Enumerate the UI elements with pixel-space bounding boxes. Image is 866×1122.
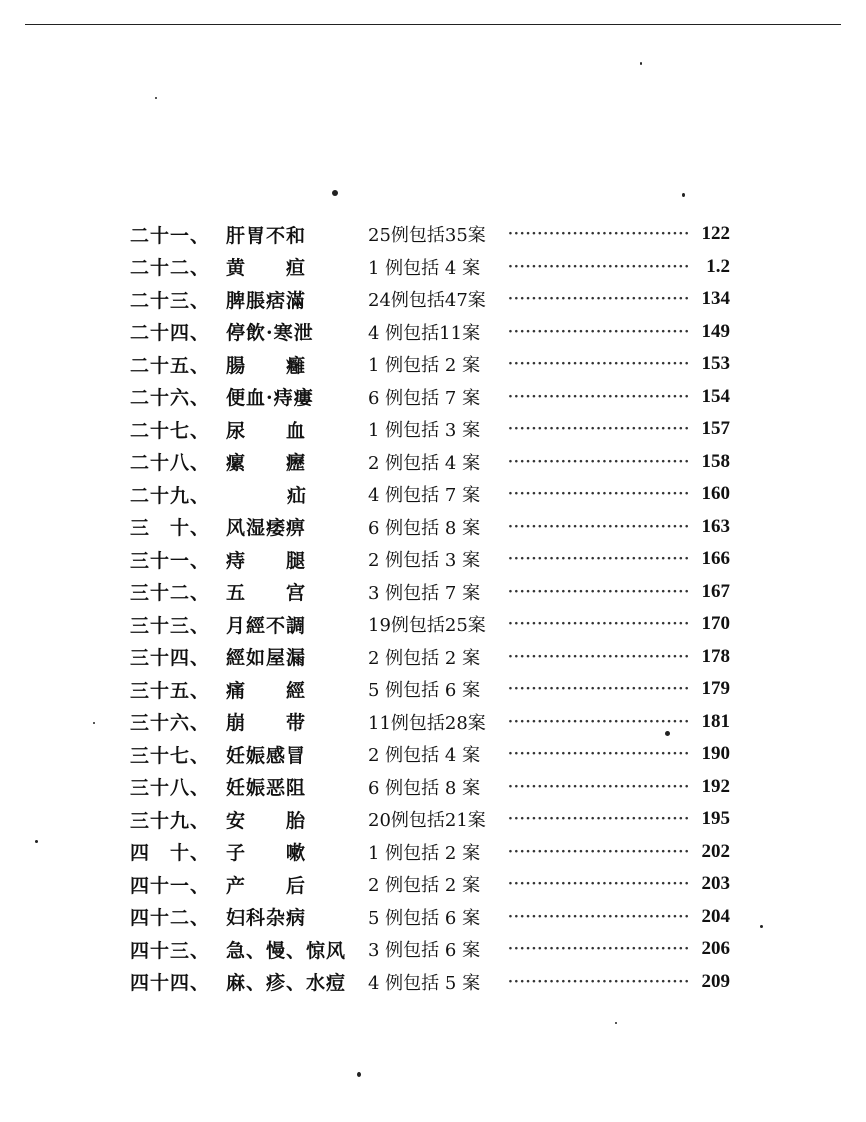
toc-entry [130, 706, 730, 739]
dot-leader [508, 584, 688, 600]
entry-title: 便血·痔瘻 [226, 387, 314, 410]
entry-title: 妇科杂病 [226, 907, 307, 930]
scan-speck [665, 731, 670, 736]
entry-number: 二十七、 [130, 419, 211, 442]
entry-page: 202 [701, 840, 730, 862]
entry-title: 麻、疹、水痘 [226, 972, 347, 995]
entry-title: 风湿痿痹 [226, 517, 307, 540]
entry-number: 四十一、 [130, 874, 211, 897]
entry-cases: 1 例包括 2 案 [368, 842, 481, 864]
entry-cases: 1 例包括 3 案 [368, 420, 481, 442]
entry-page: 209 [701, 970, 730, 992]
toc-entry [130, 933, 730, 966]
dot-leader [508, 746, 688, 762]
entry-cases: 6 例包括 7 案 [368, 387, 481, 409]
entry-page: 203 [701, 873, 730, 895]
entry-number: 三十四、 [130, 647, 211, 670]
toc-entry [130, 836, 730, 869]
entry-number: 三十九、 [130, 809, 211, 832]
dot-leader [508, 941, 688, 957]
entry-number: 二十五、 [130, 354, 211, 377]
entry-title: 疝 [286, 484, 307, 507]
scan-speck [332, 190, 338, 196]
toc-entry [130, 478, 730, 511]
scan-speck [640, 62, 642, 65]
toc-entry [130, 218, 730, 251]
toc-entry [130, 348, 730, 381]
entry-number: 三十五、 [130, 679, 211, 702]
entry-page: 160 [701, 483, 730, 505]
dot-leader [508, 324, 688, 340]
entry-cases: 1 例包括 4 案 [368, 257, 481, 279]
entry-page: 134 [701, 288, 730, 310]
toc-entry [130, 966, 730, 999]
dot-leader [508, 519, 688, 535]
entry-page: 206 [701, 938, 730, 960]
entry-number: 三十二、 [130, 582, 211, 605]
entry-number: 二十八、 [130, 452, 211, 475]
entry-cases: 5 例包括 6 案 [368, 907, 481, 929]
entry-page: 178 [701, 645, 730, 667]
entry-number: 二十三、 [130, 289, 211, 312]
toc-entry [130, 446, 730, 479]
dot-leader [508, 681, 688, 697]
dot-leader [508, 291, 688, 307]
toc-entry [130, 381, 730, 414]
entry-number: 三十六、 [130, 712, 211, 735]
entry-cases: 2 例包括 4 案 [368, 452, 481, 474]
entry-title: 产 后 [226, 874, 307, 897]
toc-entry [130, 868, 730, 901]
scan-speck [682, 193, 685, 197]
entry-number: 二十四、 [130, 322, 211, 345]
toc-entry [130, 576, 730, 609]
scan-speck [155, 97, 157, 99]
dot-leader [508, 616, 688, 632]
entry-number: 二十二、 [130, 257, 211, 280]
entry-page: 166 [701, 548, 730, 570]
dot-leader [508, 779, 688, 795]
entry-title: 瘰 癧 [226, 452, 307, 475]
entry-page: 158 [701, 450, 730, 472]
entry-cases: 5 例包括 6 案 [368, 680, 481, 702]
entry-page: 170 [701, 613, 730, 635]
dot-leader [508, 974, 688, 990]
entry-title: 痛 經 [226, 679, 307, 702]
entry-title: 月經不調 [226, 614, 307, 637]
entry-page: 190 [701, 743, 730, 765]
dot-leader [508, 811, 688, 827]
entry-number: 三十七、 [130, 744, 211, 767]
entry-cases: 20例包括21案 [368, 810, 486, 832]
entry-title: 五 宫 [226, 582, 307, 605]
dot-leader [508, 421, 688, 437]
toc-entry [130, 316, 730, 349]
toc-entry [130, 413, 730, 446]
entry-page: 154 [701, 385, 730, 407]
entry-title: 子 嗽 [226, 842, 307, 865]
entry-page: 181 [701, 710, 730, 732]
entry-number: 四十三、 [130, 939, 211, 962]
entry-title: 妊娠恶阻 [226, 777, 307, 800]
entry-cases: 4 例包括 7 案 [368, 485, 481, 507]
entry-number: 四 十、 [130, 842, 211, 865]
entry-cases: 6 例包括 8 案 [368, 777, 481, 799]
entry-cases: 3 例包括 6 案 [368, 940, 481, 962]
entry-number: 二十六、 [130, 387, 211, 410]
entry-cases: 25例包括35案 [368, 225, 486, 247]
entry-title: 腸 癰 [226, 354, 307, 377]
entry-title: 痔 腿 [226, 549, 307, 572]
dot-leader [508, 356, 688, 372]
entry-cases: 2 例包括 2 案 [368, 647, 481, 669]
entry-page: 195 [701, 808, 730, 830]
table-of-contents [130, 218, 730, 998]
entry-title: 經如屋漏 [226, 647, 307, 670]
toc-entry [130, 673, 730, 706]
dot-leader [508, 551, 688, 567]
entry-number: 二十九、 [130, 484, 211, 507]
entry-cases: 24例包括47案 [368, 290, 486, 312]
entry-cases: 2 例包括 3 案 [368, 550, 481, 572]
entry-cases: 2 例包括 4 案 [368, 745, 481, 767]
entry-number: 三十八、 [130, 777, 211, 800]
entry-page: 179 [701, 678, 730, 700]
entry-cases: 11例包括28案 [368, 712, 486, 734]
dot-leader [508, 876, 688, 892]
dot-leader [508, 844, 688, 860]
entry-page: 122 [701, 223, 730, 245]
entry-page: 192 [701, 775, 730, 797]
toc-entry [130, 511, 730, 544]
entry-page: 149 [701, 320, 730, 342]
entry-title: 脾脹痞滿 [226, 289, 307, 312]
entry-title: 妊娠感冒 [226, 744, 307, 767]
scan-speck [760, 925, 763, 928]
entry-number: 四十四、 [130, 972, 211, 995]
entry-cases: 4 例包括11案 [368, 322, 481, 344]
entry-number: 三 十、 [130, 517, 211, 540]
entry-cases: 2 例包括 2 案 [368, 875, 481, 897]
scan-speck [615, 1022, 617, 1024]
scan-speck [357, 1072, 361, 1077]
entry-cases: 6 例包括 8 案 [368, 517, 481, 539]
entry-page: 163 [701, 515, 730, 537]
entry-title: 急、慢、惊风 [226, 939, 347, 962]
entry-title: 崩 带 [226, 712, 307, 735]
toc-entry [130, 543, 730, 576]
entry-page: 157 [701, 418, 730, 440]
entry-cases: 19例包括25案 [368, 615, 486, 637]
entry-number: 二十一、 [130, 224, 211, 247]
entry-cases: 3 例包括 7 案 [368, 582, 481, 604]
entry-page: 167 [701, 580, 730, 602]
top-rule [25, 24, 841, 25]
entry-cases: 1 例包括 2 案 [368, 355, 481, 377]
entry-title: 肝胃不和 [226, 224, 307, 247]
toc-entry [130, 771, 730, 804]
entry-page: 204 [701, 905, 730, 927]
toc-entry [130, 901, 730, 934]
toc-entry [130, 738, 730, 771]
dot-leader [508, 226, 688, 242]
dot-leader [508, 909, 688, 925]
dot-leader [508, 486, 688, 502]
entry-title: 安 胎 [226, 809, 307, 832]
dot-leader [508, 714, 688, 730]
toc-entry [130, 283, 730, 316]
entry-number: 四十二、 [130, 907, 211, 930]
dot-leader [508, 454, 688, 470]
entry-page: 1.2 [706, 255, 730, 277]
scan-speck [35, 840, 38, 843]
entry-title: 停飲·寒泄 [226, 322, 314, 345]
dot-leader [508, 649, 688, 665]
entry-number: 三十一、 [130, 549, 211, 572]
dot-leader [508, 259, 688, 275]
entry-title: 尿 血 [226, 419, 307, 442]
toc-entry [130, 608, 730, 641]
entry-title: 黄 疸 [226, 257, 307, 280]
toc-entry [130, 251, 730, 284]
entry-number: 三十三、 [130, 614, 211, 637]
scan-speck [93, 722, 95, 724]
entry-cases: 4 例包括 5 案 [368, 972, 481, 994]
entry-page: 153 [701, 353, 730, 375]
toc-entry [130, 641, 730, 674]
dot-leader [508, 389, 688, 405]
toc-entry [130, 803, 730, 836]
